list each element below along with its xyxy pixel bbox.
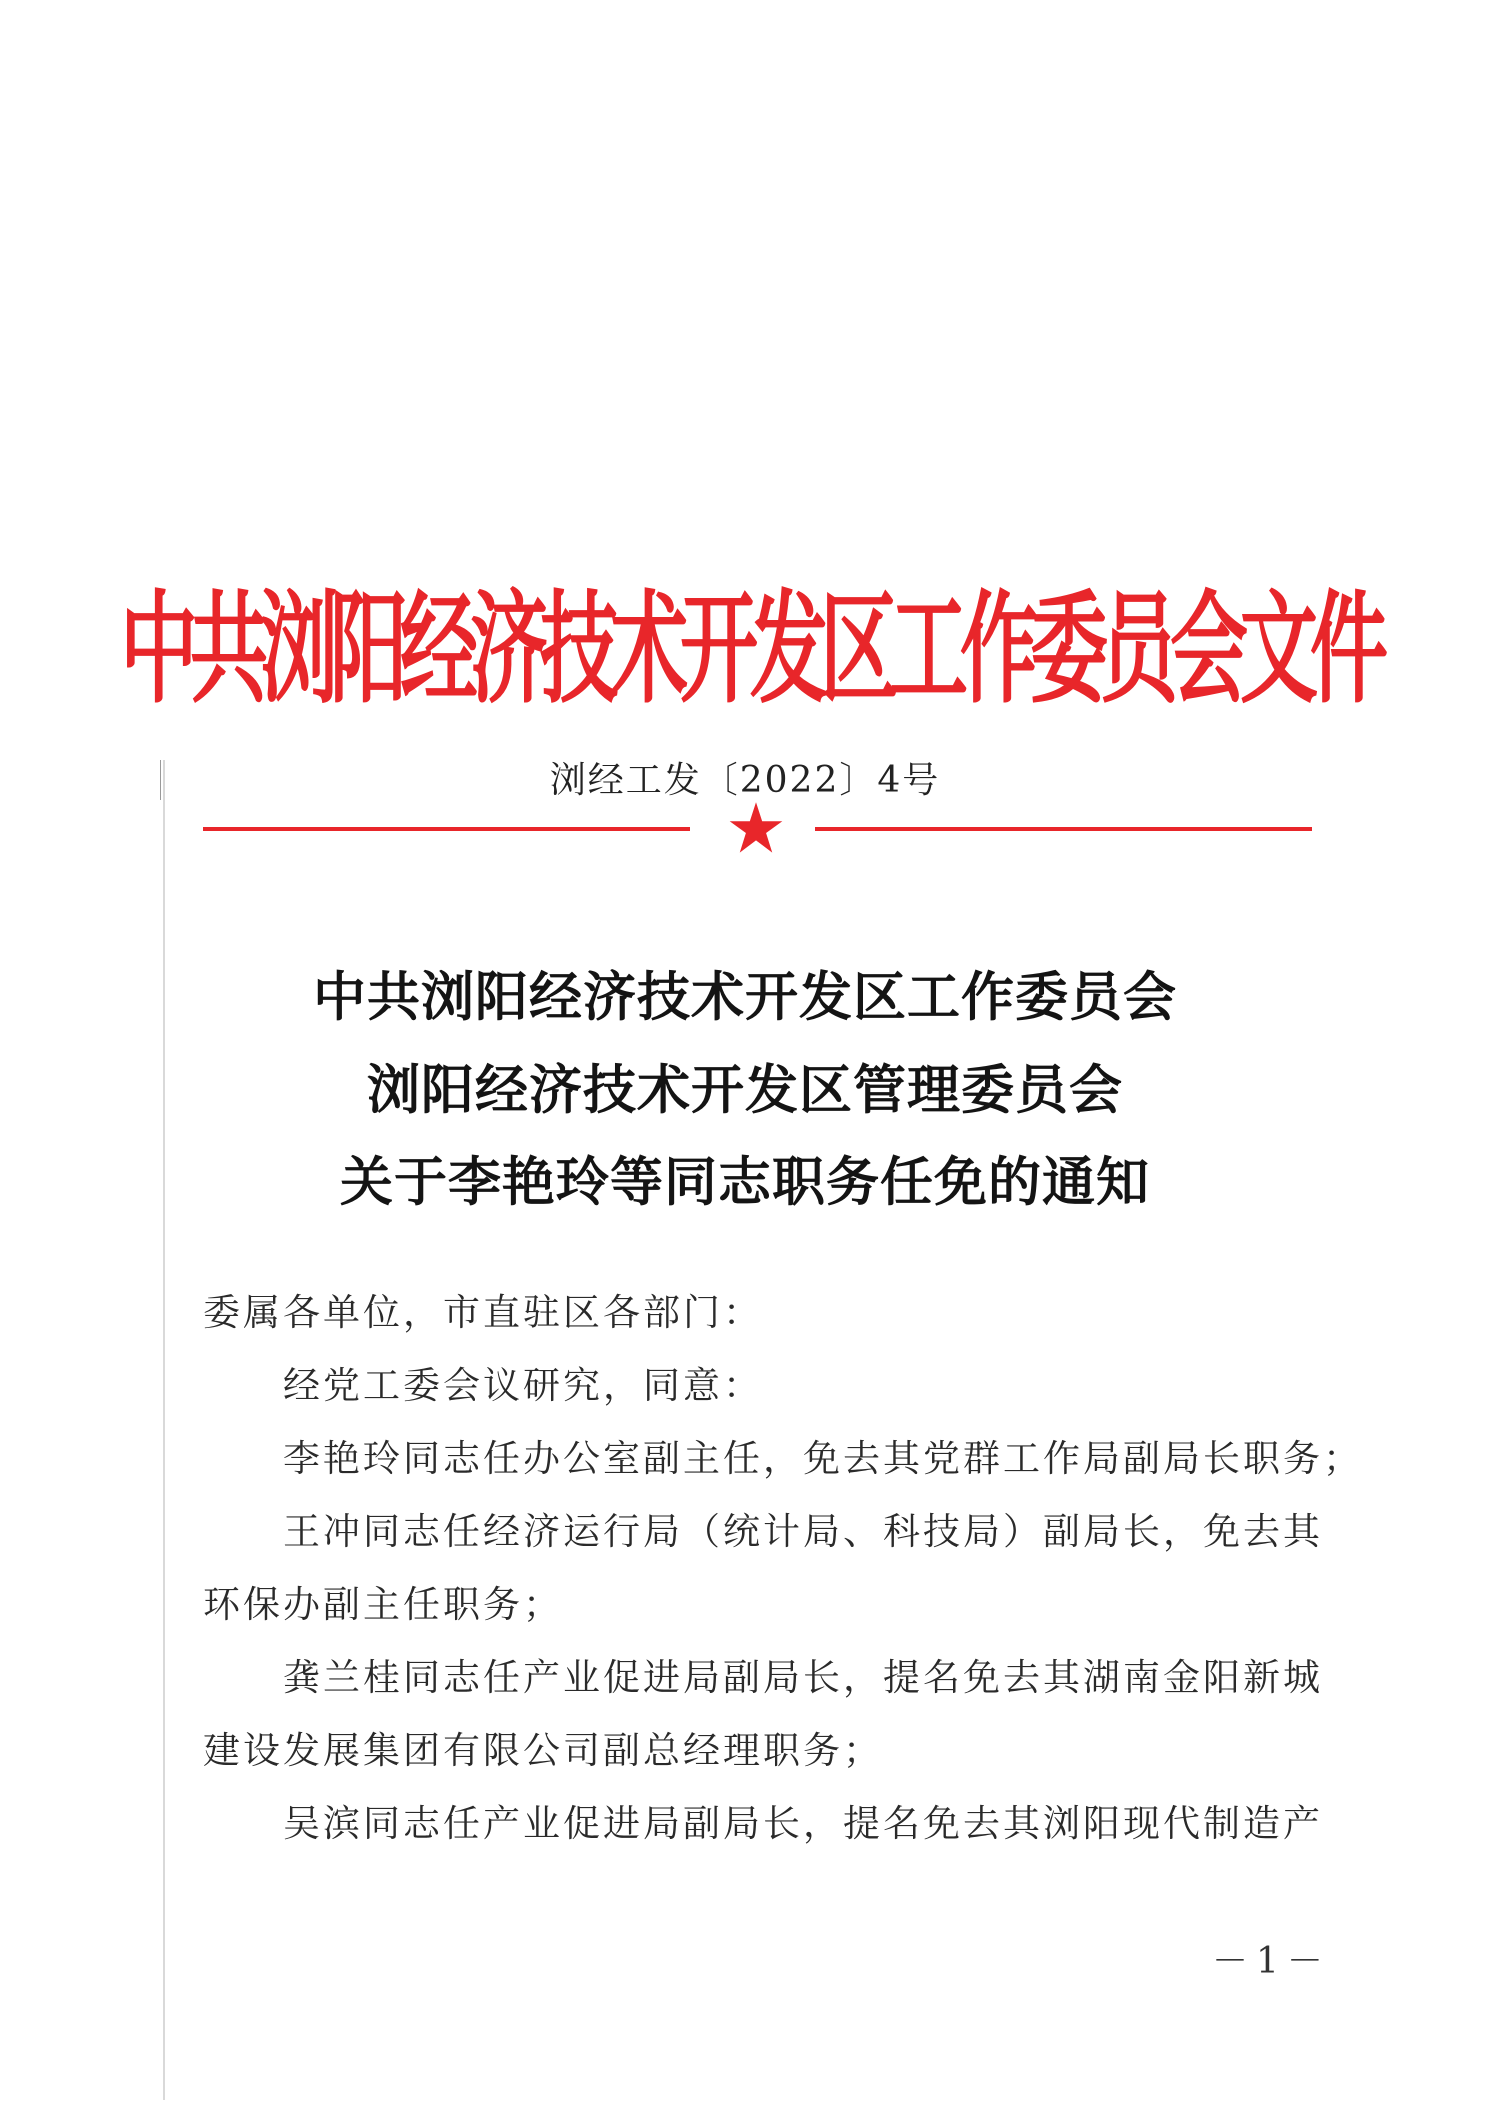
document-number: 浏经工发〔2022〕4号 [549,760,941,801]
title-line-2: 浏阳经济技术开发区管理委员会 [367,1059,1123,1121]
paragraph-line-2: 李艳玲同志任办公室副主任，免去其党群工作局副局长职务； [283,1437,1363,1480]
red-divider-left [203,827,690,831]
addressee: 委属各单位，市直驻区各部门： [203,1291,763,1334]
paragraph-line-6: 建设发展集团有限公司副总经理职务； [203,1729,883,1772]
paragraph-line-3: 王冲同志任经济运行局（统计局、科技局）副局长，免去其 [283,1510,1323,1553]
red-divider-right [815,827,1312,831]
paragraph-line-7: 吴滨同志任产业促进局副局长，提名免去其浏阳现代制造产 [283,1802,1323,1845]
paragraph-line-4: 环保办副主任职务； [203,1583,563,1626]
title-line-1: 中共浏阳经济技术开发区工作委员会 [313,966,1177,1028]
star-icon [728,800,784,856]
red-masthead: 中共浏阳经济技术开发区工作委员会文件 [120,581,1381,721]
title-line-3: 关于李艳玲等同志职务任免的通知 [340,1151,1150,1213]
paragraph-line-5: 龚兰桂同志任产业促进局副局长，提名免去其湖南金阳新城 [283,1656,1323,1699]
page-number: －1－ [1212,1941,1331,1982]
paragraph-line-1: 经党工委会议研究，同意： [283,1364,763,1407]
